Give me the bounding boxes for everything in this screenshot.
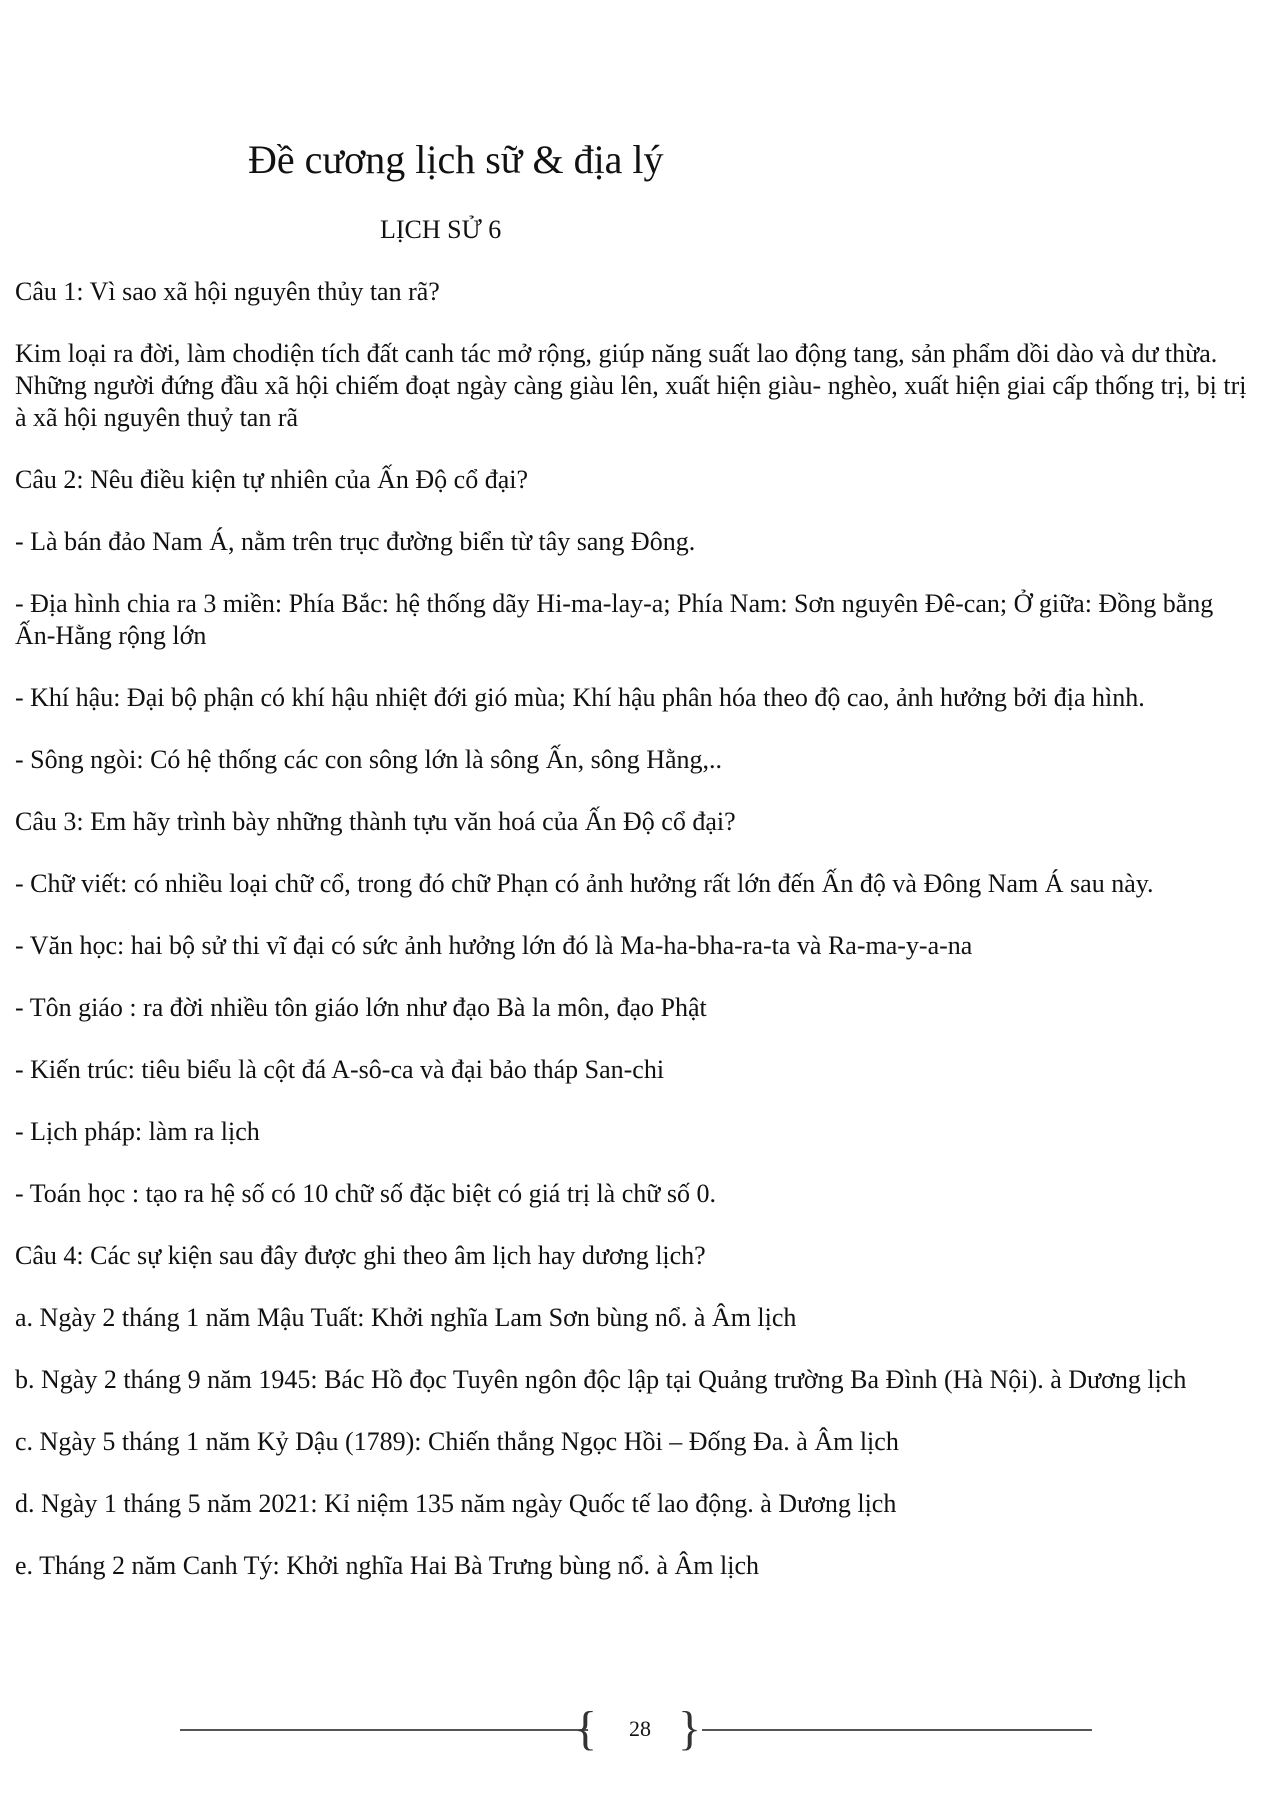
page-footer <box>170 1704 1100 1754</box>
answer-item: - Sông ngòi: Có hệ thống các con sông lớn là sông Ấn, sông Hằng,.. <box>15 745 723 774</box>
question-2: Câu 2: Nêu điều kiện tự nhiên của Ấn Độ cổ đại? <box>15 465 529 494</box>
answer-item: - Chữ viết: có nhiều loại chữ cổ, trong đó chữ Phạn có ảnh hưởng rất lớn đến Ấn độ và Đông Nam Á sau này. <box>15 869 1154 898</box>
answer-item: e. Tháng 2 năm Canh Tý: Khởi nghĩa Hai Bà Trưng bùng nổ. à Âm lịch <box>15 1551 759 1580</box>
question-3: Câu 3: Em hãy trình bày những thành tựu văn hoá của Ấn Độ cổ đại? <box>15 807 736 836</box>
answer-item: - Tôn giáo : ra đời nhiều tôn giáo lớn như đạo Bà la môn, đạo Phật <box>15 993 707 1022</box>
answer-item: - Kiến trúc: tiêu biểu là cột đá A-sô-ca và đại bảo tháp San-chi <box>15 1055 665 1084</box>
answer-item: d. Ngày 1 tháng 5 năm 2021: Kỉ niệm 135 năm ngày Quốc tế lao động. à Dương lịch <box>15 1489 897 1518</box>
answer-item: - Địa hình chia ra 3 miền: Phía Bắc: hệ thống dãy Hi-ma-lay-a; Phía Nam: Sơn nguyên Đê-can; Ở giữa: Đồng bằng Ấn-Hằng rộng lớn <box>15 589 1214 650</box>
answer-item: - Lịch pháp: làm ra lịch <box>15 1117 260 1146</box>
answer-item: - Văn học: hai bộ sử thi vĩ đại có sức ảnh hưởng lớn đó là Ma-ha-bha-ra-ta và Ra-ma-y-a-na <box>15 931 973 960</box>
footer-rule-right <box>702 1729 1092 1731</box>
document-body <box>15 276 1260 1612</box>
answer-item: b. Ngày 2 tháng 9 năm 1945: Bác Hồ đọc Tuyên ngôn độc lập tại Quảng trường Ba Đình (Hà Nội). à Dương lịch <box>15 1365 1187 1394</box>
document-title: Đề cương lịch sữ & địa lý <box>248 137 664 182</box>
answer-paragraph: Kim loại ra đời, làm chodiện tích đất canh tác mở rộng, giúp năng suất lao động tang, sản phẩm dồi dào và dư thừa. Những người đứng đầu xã hội chiếm đoạt ngày càng giàu lên, xuất hiện giàu- nghèo, xuất hiện giai cấp thống trị, bị trị à xã hội nguyên thuỷ tan rã <box>15 339 1247 432</box>
footer-bracket-left: { <box>574 1702 598 1755</box>
answer-item: a. Ngày 2 tháng 1 năm Mậu Tuất: Khởi nghĩa Lam Sơn bùng nổ. à Âm lịch <box>15 1303 797 1332</box>
answer-item: - Là bán đảo Nam Á, nằm trên trục đường biển từ tây sang Đông. <box>15 527 696 556</box>
answer-item: c. Ngày 5 tháng 1 năm Kỷ Dậu (1789): Chiến thắng Ngọc Hồi – Đống Đa. à Âm lịch <box>15 1427 899 1456</box>
answer-item: - Toán học : tạo ra hệ số có 10 chữ số đặc biệt có giá trị là chữ số 0. <box>15 1179 716 1208</box>
question-1: Câu 1: Vì sao xã hội nguyên thủy tan rã? <box>15 277 440 306</box>
footer-bracket-right: } <box>678 1702 702 1755</box>
question-4: Câu 4: Các sự kiện sau đây được ghi theo âm lịch hay dương lịch? <box>15 1241 706 1270</box>
document-subtitle: LỊCH SỬ 6 <box>380 215 502 244</box>
page-number: 28 <box>629 1716 651 1741</box>
answer-item: - Khí hậu: Đại bộ phận có khí hậu nhiệt đới gió mùa; Khí hậu phân hóa theo độ cao, ảnh hưởng bởi địa hình. <box>15 683 1145 712</box>
footer-rule-left <box>180 1729 588 1731</box>
